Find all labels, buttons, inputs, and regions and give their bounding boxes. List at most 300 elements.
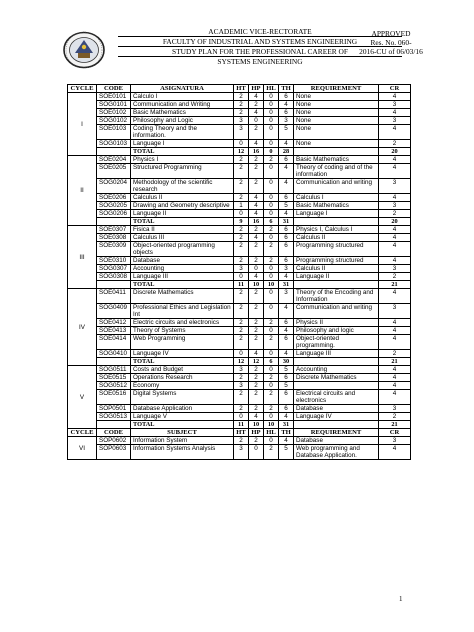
hours-lab: 2: [264, 257, 279, 265]
table-row: [68, 117, 411, 125]
hours-lab: 0: [264, 125, 279, 140]
subject-code: SOG0102: [97, 117, 131, 125]
subject-name: Physics I: [131, 156, 234, 164]
table-row: [68, 164, 411, 179]
column-header: CYCLE: [68, 429, 97, 437]
column-header: REQUIREMENT: [294, 85, 379, 93]
total-value: 31: [279, 421, 294, 429]
hours-lab: 2: [264, 374, 279, 382]
hours-theory: 3: [234, 366, 249, 374]
total-hours: 4: [279, 210, 294, 218]
hours-practice: 2: [249, 226, 264, 234]
credits: 3: [379, 117, 411, 125]
hours-theory: 2: [234, 109, 249, 117]
hours-lab: 2: [264, 242, 279, 257]
total-hours: 4: [279, 179, 294, 194]
page-number: 1: [399, 595, 403, 603]
hours-practice: 2: [249, 327, 264, 335]
table-row: [68, 413, 411, 421]
hours-practice: 2: [249, 257, 264, 265]
credits: 4: [379, 125, 411, 140]
hours-theory: 2: [234, 405, 249, 413]
credits: 2: [379, 350, 411, 358]
hours-lab: 2: [264, 405, 279, 413]
table-row: [68, 257, 411, 265]
requirement: Calculus II: [294, 265, 379, 273]
column-header: ASIGNATURA: [131, 85, 234, 93]
total-hours: 5: [279, 202, 294, 210]
hours-practice: 2: [249, 405, 264, 413]
total-hours: 6: [279, 156, 294, 164]
hours-theory: 0: [234, 273, 249, 281]
requirement: Calculus I: [294, 194, 379, 202]
credits: 2: [379, 210, 411, 218]
table-row: [68, 304, 411, 319]
requirement: Calculus II: [294, 234, 379, 242]
total-hours: 4: [279, 437, 294, 445]
hours-lab: 0: [264, 382, 279, 390]
requirement: None: [294, 140, 379, 148]
credits: 3: [379, 405, 411, 413]
subject-code: SOG0512: [97, 382, 131, 390]
table-row: [68, 374, 411, 382]
hours-practice: 2: [249, 374, 264, 382]
subject-code: SOE0206: [97, 194, 131, 202]
subject-name: Economy: [131, 382, 234, 390]
subject-code: SOE0102: [97, 109, 131, 117]
hours-lab: 2: [264, 226, 279, 234]
column-header: REQUIREMENT: [294, 429, 379, 437]
subject-code: SOE0516: [97, 390, 131, 405]
subject-name: Language II: [131, 210, 234, 218]
subject-code: SOE0204: [97, 156, 131, 164]
hours-theory: 0: [234, 140, 249, 148]
total-hours: 6: [279, 242, 294, 257]
table-row: [68, 289, 411, 304]
table-row: [68, 210, 411, 218]
total-hours: 6: [279, 234, 294, 242]
credits: 4: [379, 382, 411, 390]
subject-name: Costs and Budget: [131, 366, 234, 374]
subject-name: Fisica II: [131, 226, 234, 234]
subject-name: Philosophy and Logic: [131, 117, 234, 125]
total-value: 21: [379, 281, 411, 289]
hours-practice: 0: [249, 445, 264, 460]
hours-practice: 2: [249, 289, 264, 304]
hours-practice: 2: [249, 164, 264, 179]
total-value: 28: [279, 148, 294, 156]
credits: 2: [379, 273, 411, 281]
requirement: Basic Mathematics: [294, 202, 379, 210]
total-row: [68, 358, 411, 366]
total-value: 12: [249, 358, 264, 366]
hours-practice: 4: [249, 93, 264, 101]
hours-practice: 4: [249, 350, 264, 358]
subject-name: Object-oriented programming objects: [131, 242, 234, 257]
hours-lab: 0: [264, 101, 279, 109]
hours-lab: 0: [264, 93, 279, 101]
credits: 4: [379, 156, 411, 164]
table-row: [68, 437, 411, 445]
hours-practice: 4: [249, 194, 264, 202]
hours-theory: 2: [234, 234, 249, 242]
credits: 2: [379, 140, 411, 148]
table-row: [68, 140, 411, 148]
subject-code: SOG0410: [97, 350, 131, 358]
hours-theory: 2: [234, 194, 249, 202]
total-value: 21: [379, 421, 411, 429]
hours-lab: 0: [264, 437, 279, 445]
total-hours: 6: [279, 109, 294, 117]
total-value: 10: [249, 421, 264, 429]
subject-code: SOG0511: [97, 366, 131, 374]
hours-theory: 2: [234, 93, 249, 101]
hours-theory: 1: [234, 202, 249, 210]
subject-code: SOE0515: [97, 374, 131, 382]
total-value: [294, 281, 379, 289]
total-value: [294, 148, 379, 156]
cycle-label: V: [68, 366, 97, 429]
requirement: Language II: [294, 273, 379, 281]
subject-name: Professional Ethics and Legislation Int: [131, 304, 234, 319]
total-hours: 6: [279, 319, 294, 327]
total-hours: 4: [279, 350, 294, 358]
hours-lab: 0: [264, 202, 279, 210]
header-line-2: FACULTY OF INDUSTRIAL AND SYSTEMS ENGINEERING: [118, 37, 402, 47]
header-line-3: STUDY PLAN FOR THE PROFESSIONAL CAREER OF: [118, 47, 402, 57]
total-label: TOTAL: [131, 218, 234, 226]
subject-code: SOE0411: [97, 289, 131, 304]
hours-practice: 0: [249, 117, 264, 125]
approved-line-3: 2016-CU of 06/03/16: [359, 47, 423, 56]
hours-practice: 4: [249, 109, 264, 117]
credits: 4: [379, 194, 411, 202]
total-value: 6: [264, 358, 279, 366]
credits: 3: [379, 437, 411, 445]
total-value: 20: [379, 148, 411, 156]
total-value: 11: [234, 281, 249, 289]
total-value: 31: [279, 218, 294, 226]
table-row: [68, 101, 411, 109]
subject-name: Database Application: [131, 405, 234, 413]
hours-practice: 2: [249, 366, 264, 374]
hours-lab: 0: [264, 210, 279, 218]
approved-line-2: Res. No. 060-: [370, 38, 412, 47]
credits: 4: [379, 445, 411, 460]
table-row: [68, 405, 411, 413]
credits: 3: [379, 265, 411, 273]
total-value: 9: [234, 218, 249, 226]
approved-line-1: APPROVED: [371, 29, 411, 38]
credits: 4: [379, 327, 411, 335]
table-row: [68, 350, 411, 358]
total-row: [68, 421, 411, 429]
column-header: HP: [249, 85, 264, 93]
hours-practice: 4: [249, 202, 264, 210]
hours-practice: 2: [249, 101, 264, 109]
total-value: [294, 358, 379, 366]
total-hours: 6: [279, 374, 294, 382]
credits: 3: [379, 101, 411, 109]
requirement: Theory of coding and of the information: [294, 164, 379, 179]
subject-code: SOG0307: [97, 265, 131, 273]
hours-theory: 3: [234, 117, 249, 125]
total-value: 16: [249, 218, 264, 226]
table-row: [68, 319, 411, 327]
subject-name: Methodology of the scientific research: [131, 179, 234, 194]
total-hours: 4: [279, 327, 294, 335]
total-value: 12: [234, 358, 249, 366]
hours-theory: 2: [234, 390, 249, 405]
credits: 4: [379, 93, 411, 101]
hours-theory: 2: [234, 304, 249, 319]
header-line-1: ACADEMIC VICE-RECTORATE: [118, 27, 402, 37]
total-label: TOTAL: [131, 358, 234, 366]
table-row: [68, 125, 411, 140]
total-value: 0: [264, 148, 279, 156]
table-row: [68, 327, 411, 335]
credits: 4: [379, 164, 411, 179]
requirement: Discrete Mathematics: [294, 374, 379, 382]
requirement: Electrical circuits and electronics: [294, 390, 379, 405]
cycle-label: I: [68, 93, 97, 156]
empty-cell: [97, 218, 131, 226]
column-header: CODE: [97, 85, 131, 93]
column-header: HT: [234, 85, 249, 93]
total-value: 16: [249, 148, 264, 156]
credits: 4: [379, 242, 411, 257]
subject-code: SOG0308: [97, 273, 131, 281]
table-row: [68, 242, 411, 257]
requirement: Physics II: [294, 319, 379, 327]
total-hours: 6: [279, 93, 294, 101]
subject-name: Information System: [131, 437, 234, 445]
table-row: [68, 445, 411, 460]
table-row: [68, 273, 411, 281]
total-value: 10: [264, 421, 279, 429]
subject-name: Drawing and Geometry descriptive: [131, 202, 234, 210]
subject-code: SOG0409: [97, 304, 131, 319]
subject-name: Basic Mathematics: [131, 109, 234, 117]
credits: 4: [379, 390, 411, 405]
hours-lab: 0: [264, 164, 279, 179]
hours-theory: 2: [234, 319, 249, 327]
column-header: HL: [264, 85, 279, 93]
hours-practice: 0: [249, 265, 264, 273]
header-line-4: SYSTEMS ENGINEERING: [217, 57, 303, 66]
subject-code: SOE0413: [97, 327, 131, 335]
column-header: CODE: [97, 429, 131, 437]
table-row: [68, 194, 411, 202]
table-row: [68, 156, 411, 164]
total-value: 6: [264, 218, 279, 226]
requirement: Physics I, Calculus I: [294, 226, 379, 234]
subject-code: SOE0309: [97, 242, 131, 257]
subject-name: Language I: [131, 140, 234, 148]
requirement: Language III: [294, 350, 379, 358]
total-hours: 6: [279, 257, 294, 265]
cycle-label: IV: [68, 289, 97, 366]
total-hours: 6: [279, 226, 294, 234]
total-row: [68, 281, 411, 289]
subject-name: Coding Theory and the information.: [131, 125, 234, 140]
table-row: [68, 335, 411, 350]
table-row: [68, 109, 411, 117]
total-hours: 3: [279, 117, 294, 125]
hours-practice: 4: [249, 273, 264, 281]
total-value: 30: [279, 358, 294, 366]
subject-name: Database: [131, 257, 234, 265]
study-plan-table: [67, 84, 411, 460]
table-header-row: [68, 85, 411, 93]
empty-cell: [97, 421, 131, 429]
subject-name: Calculus III: [131, 234, 234, 242]
hours-lab: 0: [264, 117, 279, 125]
cycle-label: II: [68, 156, 97, 226]
requirement: None: [294, 117, 379, 125]
hours-lab: 2: [264, 390, 279, 405]
column-header: SUBJECT: [131, 429, 234, 437]
empty-cell: [97, 358, 131, 366]
total-value: 10: [249, 281, 264, 289]
hours-lab: 2: [264, 156, 279, 164]
total-hours: 3: [279, 289, 294, 304]
total-hours: 5: [279, 445, 294, 460]
column-header: CR: [379, 429, 411, 437]
subject-name: Accounting: [131, 265, 234, 273]
credits: 4: [379, 234, 411, 242]
hours-lab: 0: [264, 304, 279, 319]
requirement: None: [294, 109, 379, 117]
subject-name: Language V: [131, 413, 234, 421]
hours-lab: 0: [264, 140, 279, 148]
university-seal-logo: [62, 31, 106, 69]
hours-lab: 2: [264, 335, 279, 350]
hours-practice: 4: [249, 234, 264, 242]
total-hours: 5: [279, 366, 294, 374]
hours-lab: 0: [264, 234, 279, 242]
total-label: TOTAL: [131, 148, 234, 156]
requirement: Web programming and Database Application.: [294, 445, 379, 460]
empty-cell: [97, 281, 131, 289]
hours-practice: 2: [249, 242, 264, 257]
subject-name: Discrete Mathematics: [131, 289, 234, 304]
cycle-label: VI: [68, 437, 97, 460]
subject-code: SOE0412: [97, 319, 131, 327]
table-row: [68, 226, 411, 234]
hours-lab: 0: [264, 289, 279, 304]
subject-name: Electric circuits and electronics: [131, 319, 234, 327]
empty-cell: [97, 148, 131, 156]
hours-theory: 3: [234, 382, 249, 390]
total-hours: 4: [279, 413, 294, 421]
column-header: TH: [279, 85, 294, 93]
column-header: HT: [234, 429, 249, 437]
subject-code: SOE0308: [97, 234, 131, 242]
table-row: [68, 202, 411, 210]
total-value: 31: [279, 281, 294, 289]
table-header-row: [68, 429, 411, 437]
credits: 4: [379, 319, 411, 327]
cycle-label: III: [68, 226, 97, 289]
credits: 4: [379, 226, 411, 234]
table-row: [68, 366, 411, 374]
hours-practice: 2: [249, 156, 264, 164]
subject-code: SOE0205: [97, 164, 131, 179]
hours-practice: 4: [249, 413, 264, 421]
table-row: [68, 179, 411, 194]
hours-practice: 2: [249, 319, 264, 327]
column-header: CR: [379, 85, 411, 93]
requirement: Database: [294, 437, 379, 445]
approval-box: [356, 29, 426, 56]
total-label: TOTAL: [131, 421, 234, 429]
total-hours: 4: [279, 101, 294, 109]
subject-code: SOG0204: [97, 179, 131, 194]
requirement: None: [294, 93, 379, 101]
total-value: 12: [234, 148, 249, 156]
total-hours: 4: [279, 273, 294, 281]
credits: 3: [379, 202, 411, 210]
requirement: Language I: [294, 210, 379, 218]
requirement: None: [294, 125, 379, 140]
hours-practice: 2: [249, 179, 264, 194]
hours-theory: 2: [234, 257, 249, 265]
hours-theory: 2: [234, 289, 249, 304]
subject-code: SOE0307: [97, 226, 131, 234]
hours-lab: 0: [264, 194, 279, 202]
requirement: Database: [294, 405, 379, 413]
hours-lab: 2: [264, 319, 279, 327]
hours-theory: 2: [234, 101, 249, 109]
hours-theory: 2: [234, 437, 249, 445]
hours-theory: 3: [234, 265, 249, 273]
credits: 4: [379, 374, 411, 382]
hours-practice: 2: [249, 437, 264, 445]
total-hours: 4: [279, 140, 294, 148]
hours-practice: 4: [249, 210, 264, 218]
subject-name: Calculo I: [131, 93, 234, 101]
credits: 4: [379, 335, 411, 350]
total-hours: 6: [279, 335, 294, 350]
total-hours: 4: [279, 164, 294, 179]
total-row: [68, 148, 411, 156]
hours-theory: 2: [234, 179, 249, 194]
credits: 2: [379, 413, 411, 421]
table-row: [68, 234, 411, 242]
subject-code: SOG0205: [97, 202, 131, 210]
subject-code: SOP0501: [97, 405, 131, 413]
requirement: Language IV: [294, 413, 379, 421]
total-hours: 6: [279, 405, 294, 413]
hours-theory: 2: [234, 335, 249, 350]
total-value: 20: [379, 218, 411, 226]
subject-name: Theory of Systems: [131, 327, 234, 335]
subject-code: SOE0103: [97, 125, 131, 140]
subject-name: Language IV: [131, 350, 234, 358]
column-header: CYCLE: [68, 85, 97, 93]
subject-code: SOP0602: [97, 437, 131, 445]
hours-theory: 0: [234, 350, 249, 358]
hours-theory: 0: [234, 210, 249, 218]
hours-theory: 0: [234, 413, 249, 421]
hours-theory: 2: [234, 226, 249, 234]
total-value: 11: [234, 421, 249, 429]
subject-name: Structured Programming: [131, 164, 234, 179]
requirement: Programming structured: [294, 242, 379, 257]
total-hours: 3: [279, 265, 294, 273]
hours-theory: 3: [234, 445, 249, 460]
